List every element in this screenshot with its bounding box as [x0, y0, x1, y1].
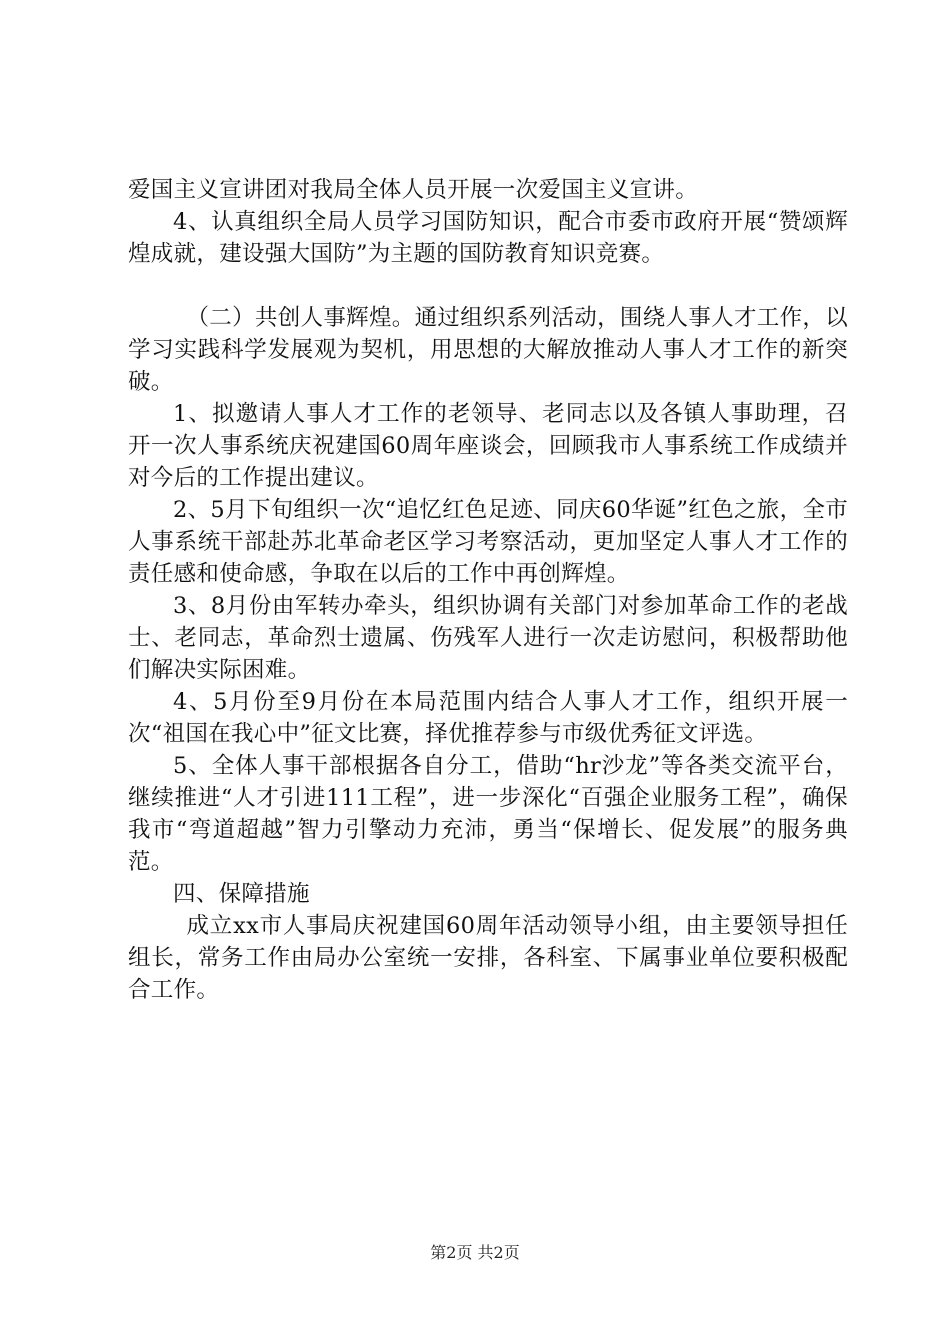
paragraph-leadership-group: 成立xx市人事局庆祝建国60周年活动领导小组，由主要领导担任组长，常务工作由局办公室统一安排，各科室、下属事业单位要积极配合工作。 — [128, 913, 848, 1003]
paragraph-item-1-symposium: 1、拟邀请人事人才工作的老领导、老同志以及各镇人事助理，召开一次人事系统庆祝建国60周年座谈会，回顾我市人事系统工作成绩并对今后的工作提出建议。 — [128, 401, 848, 491]
paragraph-item-4-essay-contest: 4、5月份至9月份在本局范围内结合人事人才工作，组织开展一次“祖国在我心中”征文比赛，择优推荐参与市级优秀征文评选。 — [128, 689, 848, 747]
paragraph-item-3-visits: 3、8月份由军转办牵头，组织协调有关部门对参加革命工作的老战士、老同志，革命烈士遗属、伤残军人进行一次走访慰问，积极帮助他们解决实际困难。 — [128, 593, 848, 683]
page-number-footer: 第2页 共2页 — [430, 1243, 520, 1262]
paragraph-item-2-red-tour: 2、5月下旬组织一次“追忆红色足迹、同庆60华诞”红色之旅，全市人事系统干部赴苏北革命老区学习考察活动，更加坚定人事人才工作的责任感和使命感，争取在以后的工作中再创辉煌。 — [128, 497, 848, 587]
paragraph-item-5-services: 5、全体人事干部根据各自分工，借助“hr沙龙”等各类交流平台，继续推进“人才引进111工程”，进一步深化“百强企业服务工程”，确保我市“弯道超越”智力引擎动力充沛，勇当“保增长、促发展”的服务典范。 — [128, 753, 848, 875]
section-heading-safeguards: 四、保障措施 — [173, 881, 310, 907]
document-body — [128, 174, 848, 1006]
paragraph-section-two-heading: （二）共创人事辉煌。通过组织系列活动，围绕人事人才工作，以学习实践科学发展观为契机，用思想的大解放推动人事人才工作的新突破。 — [128, 305, 848, 395]
paragraph-continuation: 爱国主义宣讲团对我局全体人员开展一次爱国主义宣讲。 — [128, 177, 699, 203]
paragraph-item-4-national-defense: 4、认真组织全局人员学习国防知识，配合市委市政府开展“赞颂辉煌成就，建设强大国防”为主题的国防教育知识竞赛。 — [128, 209, 848, 267]
